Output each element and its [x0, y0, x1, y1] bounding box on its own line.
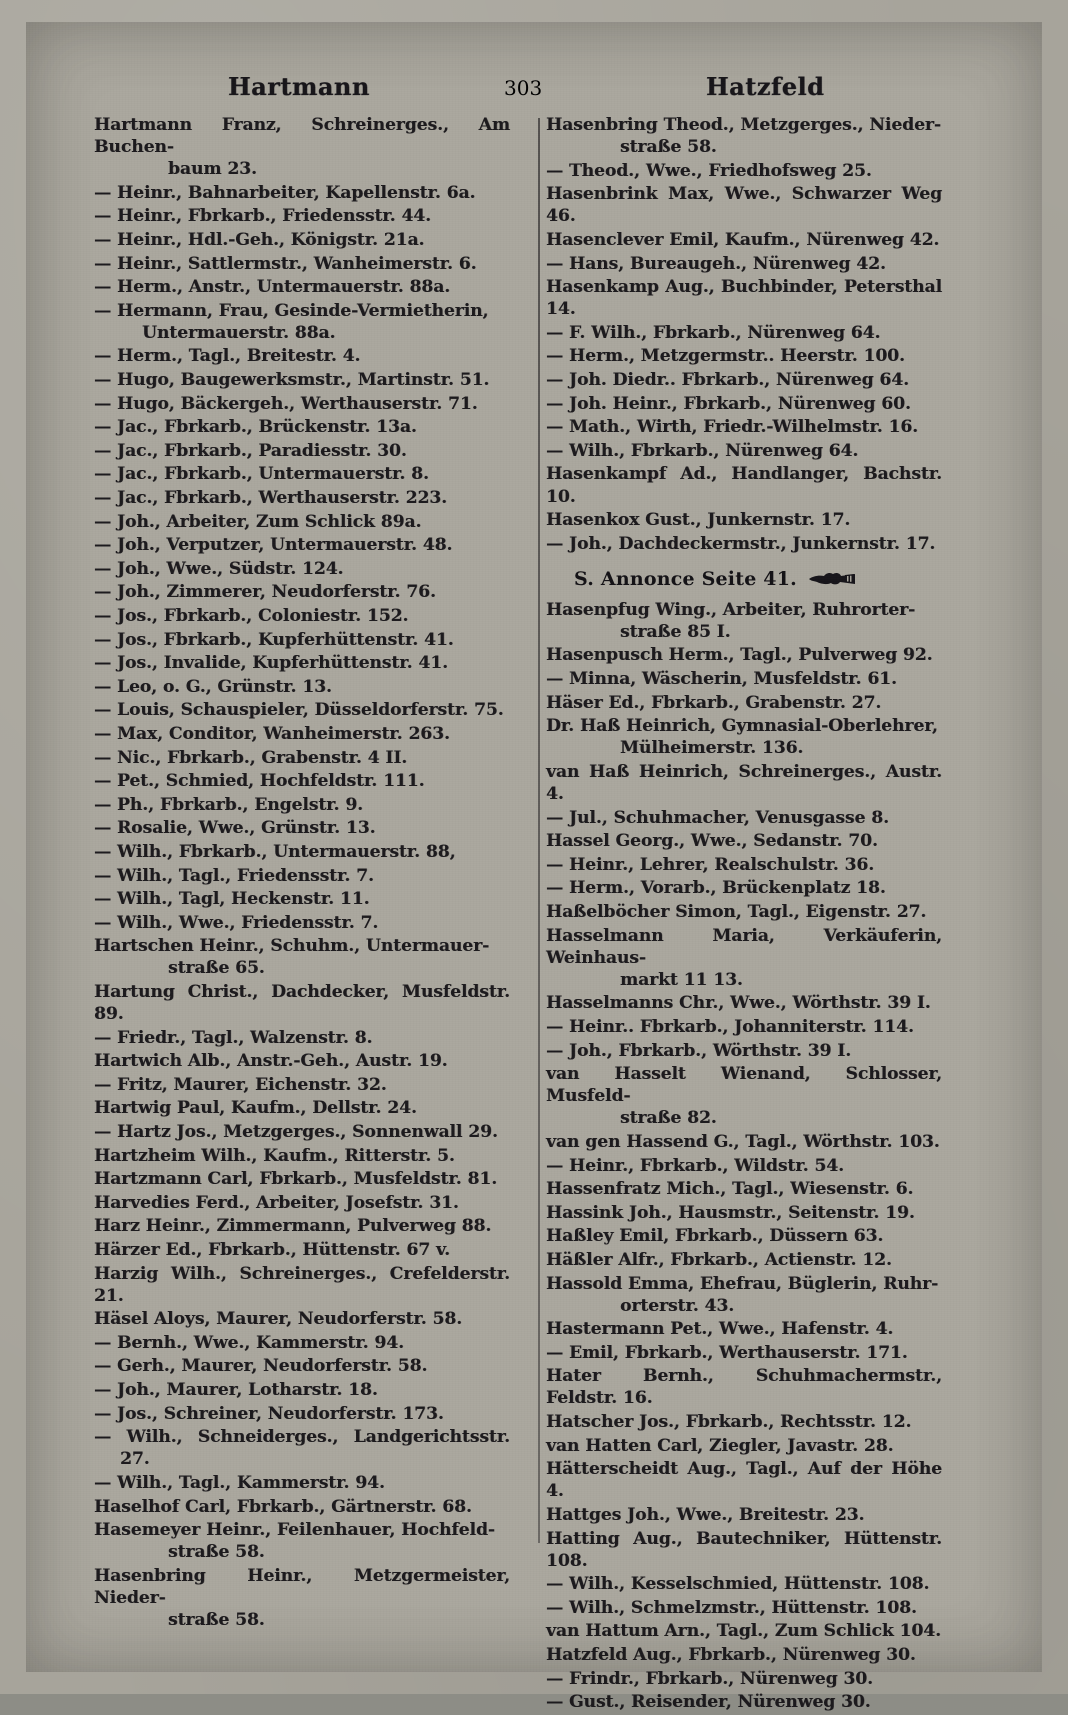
entry-continuation: straße 58.: [620, 137, 717, 158]
directory-entry: [94, 935, 510, 979]
entry-text: — Wilh., Wwe., Friedensstr. 7.: [94, 912, 379, 933]
directory-entry: [94, 1263, 510, 1307]
entry-text: van Hasselt Wienand, Schlosser, Musfeld-: [546, 1064, 942, 1107]
directory-subentry: [94, 369, 510, 391]
entry-text: Hartzmann Carl, Fbrkarb., Musfeldstr. 81.: [94, 1169, 498, 1190]
directory-subentry: [546, 1597, 942, 1619]
entry-text: Hasenkamp Aug., Buchbinder, Petersthal 14.: [546, 277, 942, 320]
directory-subentry: [94, 276, 510, 298]
directory-subentry: [546, 1573, 942, 1595]
directory-subentry: [94, 652, 510, 674]
directory-subentry: [94, 723, 510, 745]
entry-text: van gen Hassend G., Tagl., Wörthstr. 103.: [546, 1131, 940, 1152]
directory-entry: [546, 1411, 942, 1433]
directory-entry: [94, 1565, 510, 1631]
directory-entry: [546, 1273, 942, 1317]
entry-text: — Jac., Fbrkarb., Untermauerstr. 8.: [94, 464, 429, 485]
entry-text: Dr. Haß Heinrich, Gymnasial-Oberlehrer,: [546, 716, 938, 737]
entry-text: Hasselmanns Chr., Wwe., Wörthstr. 39 I.: [546, 993, 931, 1014]
entry-text: Hartwich Alb., Anstr.-Geh., Austr. 19.: [94, 1051, 448, 1072]
directory-subentry: [94, 1403, 510, 1425]
entry-text: — Emil, Fbrkarb., Werthauserstr. 171.: [546, 1342, 908, 1363]
entry-text: — Hermann, Frau, Gesinde-Vermietherin,: [94, 300, 489, 321]
directory-subentry: [546, 854, 942, 876]
entry-text: — Leo, o. G., Grünstr. 13.: [94, 676, 332, 697]
column-right-top-entries: [546, 114, 942, 555]
directory-entry: [546, 644, 942, 666]
directory-subentry: [94, 747, 510, 769]
annonce-note: [574, 568, 942, 590]
entry-text: — Wilh., Tagl., Friedensstr. 7.: [94, 865, 374, 886]
entry-text: — Wilh., Tagl, Heckenstr. 11.: [94, 889, 370, 910]
entry-text: — Joh., Maurer, Lotharstr. 18.: [94, 1380, 378, 1401]
entry-text: Haselhof Carl, Fbrkarb., Gärtnerstr. 68.: [94, 1496, 472, 1517]
entry-text: — Max, Conditor, Wanheimerstr. 263.: [94, 723, 450, 744]
entry-text: — Jac., Fbrkarb., Paradiesstr. 30.: [94, 440, 407, 461]
entry-text: — Joh., Zimmerer, Neudorferstr. 76.: [94, 582, 436, 603]
directory-entry: [546, 1644, 942, 1666]
entry-text: — F. Wilh., Fbrkarb., Nürenweg 64.: [546, 322, 881, 343]
directory-subentry: [94, 229, 510, 251]
entry-text: — Hugo, Bäckergeh., Werthauserstr. 71.: [94, 393, 478, 414]
entry-text: Häßler Alfr., Fbrkarb., Actienstr. 12.: [546, 1249, 892, 1270]
directory-subentry: [546, 416, 942, 438]
directory-entry: [546, 761, 942, 805]
entry-text: Hartschen Heinr., Schuhm., Untermauer-: [94, 936, 490, 957]
directory-subentry: [94, 581, 510, 603]
entry-text: — Hartz Jos., Metzgerges., Sonnenwall 29.: [94, 1122, 498, 1143]
directory-subentry: [546, 322, 942, 344]
directory-subentry: [94, 865, 510, 887]
entry-text: — Heinr., Sattlermstr., Wanheimerstr. 6.: [94, 253, 477, 274]
directory-subentry: [94, 1472, 510, 1494]
directory-entry: [546, 463, 942, 507]
entry-text: — Gerh., Maurer, Neudorferstr. 58.: [94, 1356, 428, 1377]
pointing-hand-icon: [807, 570, 859, 587]
entry-text: Hartwig Paul, Kaufm., Dellstr. 24.: [94, 1098, 417, 1119]
entry-text: — Jos., Invalide, Kupferhüttenstr. 41.: [94, 653, 448, 674]
directory-subentry: [546, 369, 942, 391]
entry-continuation: straße 85 I.: [620, 621, 731, 642]
directory-entry: [546, 925, 942, 991]
directory-entry: [546, 1178, 942, 1200]
directory-subentry: [546, 668, 942, 690]
directory-subentry: [94, 182, 510, 204]
entry-text: — Wilh., Schneiderges., Landgerichtsstr. 27.: [94, 1427, 510, 1470]
directory-entry: [546, 276, 942, 320]
entry-continuation: straße 65.: [168, 958, 265, 979]
directory-subentry: [94, 558, 510, 580]
entry-text: Häser Ed., Fbrkarb., Grabenstr. 27.: [546, 692, 882, 713]
entry-text: Härzer Ed., Fbrkarb., Hüttenstr. 67 v.: [94, 1240, 451, 1260]
directory-subentry: [546, 533, 942, 555]
entry-text: — Herm., Metzgermstr.. Heerstr. 100.: [546, 346, 905, 367]
entry-text: — Minna, Wäscherin, Musfeldstr. 61.: [546, 669, 897, 690]
directory-entry: [546, 1528, 942, 1572]
directory-subentry: [94, 1426, 510, 1470]
directory-entry: [94, 1192, 510, 1214]
entry-text: — Wilh., Fbrkarb., Untermauerstr. 88,: [94, 841, 456, 862]
directory-entry: [546, 1435, 942, 1457]
entry-text: van Hattum Arn., Tagl., Zum Schlick 104.: [546, 1621, 942, 1642]
entry-text: Hasenkox Gust., Junkernstr. 17.: [546, 510, 851, 531]
entry-text: Hasenpfug Wing., Arbeiter, Ruhrorter-: [546, 599, 916, 620]
running-head-left: Hartmann: [228, 72, 370, 101]
directory-entry: [546, 1131, 942, 1153]
column-left: [86, 114, 518, 1715]
entry-text: — Jul., Schuhmacher, Venusgasse 8.: [546, 807, 889, 828]
entry-text: Hartzheim Wilh., Kaufm., Ritterstr. 5.: [94, 1145, 455, 1166]
entry-text: — Frindr., Fbrkarb., Nürenweg 30.: [546, 1668, 873, 1689]
entry-text: — Heinr.. Fbrkarb., Johanniterstr. 114.: [546, 1016, 914, 1037]
directory-entry: [94, 114, 510, 180]
entry-text: Hater Bernh., Schuhmachermstr., Feldstr. 16.: [546, 1366, 942, 1409]
directory-subentry: [94, 888, 510, 910]
directory-entry: [546, 992, 942, 1014]
directory-subentry: [94, 416, 510, 438]
entry-text: — Louis, Schauspieler, Düsseldorferstr. 75.: [94, 700, 504, 721]
entry-text: Hastermann Pet., Wwe., Hafenstr. 4.: [546, 1319, 894, 1340]
entry-text: — Wilh., Tagl., Kammerstr. 94.: [94, 1472, 385, 1493]
directory-subentry: [546, 1342, 942, 1364]
entry-text: Hassink Joh., Hausmstr., Seitenstr. 19.: [546, 1202, 915, 1223]
directory-subentry: [546, 440, 942, 462]
entry-text: — Joh. Diedr.. Fbrkarb., Nürenweg 64.: [546, 370, 910, 391]
entry-text: Hasenbring Heinr., Metzgermeister, Nieder-: [94, 1565, 510, 1608]
directory-entry: [546, 1620, 942, 1642]
entry-text: — Rosalie, Wwe., Grünstr. 13.: [94, 818, 376, 839]
directory-subentry: [546, 1040, 942, 1062]
entry-continuation: straße 82.: [620, 1108, 717, 1129]
entry-text: Hasenkampf Ad., Handlanger, Bachstr. 10.: [546, 464, 942, 507]
directory-subentry: [94, 300, 510, 344]
directory-entry: [94, 1308, 510, 1330]
running-head-right: Hatzfeld: [706, 72, 825, 101]
directory-entry: [546, 1318, 942, 1340]
directory-entry: [94, 1239, 510, 1261]
directory-entry: [546, 715, 942, 759]
column-right-bottom-entries: [546, 599, 942, 1714]
directory-subentry: [94, 841, 510, 863]
entry-text: Hasselmann Maria, Verkäuferin, Weinhaus-: [546, 925, 942, 968]
entry-text: Hatting Aug., Bautechniker, Hüttenstr. 108.: [546, 1528, 942, 1571]
entry-text: Harz Heinr., Zimmermann, Pulverweg 88.: [94, 1216, 492, 1237]
entry-text: Hasemeyer Heinr., Feilenhauer, Hochfeld-: [94, 1520, 495, 1541]
directory-subentry: [546, 877, 942, 899]
entry-continuation: orterstr. 43.: [620, 1295, 735, 1316]
page-content: [86, 72, 986, 1715]
entry-continuation: Mülheimerstr. 136.: [620, 738, 804, 759]
entry-text: — Jos., Fbrkarb., Coloniestr. 152.: [94, 605, 409, 626]
directory-subentry: [94, 1332, 510, 1354]
entry-text: — Friedr., Tagl., Walzenstr. 8.: [94, 1027, 373, 1048]
column-divider: [538, 118, 540, 1543]
directory-entry: [546, 901, 942, 923]
directory-subentry: [546, 393, 942, 415]
entry-text: — Bernh., Wwe., Kammerstr. 94.: [94, 1332, 405, 1353]
entry-text: — Fritz, Maurer, Eichenstr. 32.: [94, 1074, 387, 1095]
page-number: 303: [504, 76, 543, 100]
entry-text: — Wilh., Kesselschmied, Hüttenstr. 108.: [546, 1574, 930, 1595]
directory-entry: [546, 1063, 942, 1129]
entry-text: — Pet., Schmied, Hochfeldstr. 111.: [94, 771, 425, 792]
directory-entry: [546, 509, 942, 531]
entry-text: — Heinr., Fbrkarb., Wildstr. 54.: [546, 1155, 844, 1176]
entry-text: — Hans, Bureaugeh., Nürenweg 42.: [546, 253, 886, 274]
entry-text: — Wilh., Schmelzmstr., Hüttenstr. 108.: [546, 1597, 917, 1618]
directory-entry: [94, 1050, 510, 1072]
directory-subentry: [94, 676, 510, 698]
entry-text: — Ph., Fbrkarb., Engelstr. 9.: [94, 794, 364, 815]
directory-subentry: [94, 1074, 510, 1096]
entry-text: — Jac., Fbrkarb., Werthauserstr. 223.: [94, 488, 448, 508]
directory-subentry: [94, 511, 510, 533]
entry-continuation: straße 58.: [168, 1542, 265, 1563]
entry-text: — Hugo, Baugewerksmstr., Martinstr. 51.: [94, 370, 490, 391]
entry-text: — Herm., Vorarb., Brückenplatz 18.: [546, 878, 886, 899]
directory-entry: [546, 1225, 942, 1247]
directory-entry: [546, 830, 942, 852]
directory-subentry: [94, 487, 510, 509]
entry-text: — Heinr., Hdl.-Geh., Königstr. 21a.: [94, 229, 425, 250]
entry-text: Haßelböcher Simon, Tagl., Eigenstr. 27.: [546, 902, 927, 922]
directory-subentry: [546, 1691, 942, 1713]
entry-text: Hätterscheidt Aug., Tagl., Auf der Höhe 4.: [546, 1459, 942, 1502]
directory-subentry: [94, 534, 510, 556]
entry-text: — Heinr., Bahnarbeiter, Kapellenstr. 6a.: [94, 182, 476, 203]
directory-subentry: [546, 160, 942, 182]
directory-entry: [94, 1519, 510, 1563]
entry-text: — Joh. Heinr., Fbrkarb., Nürenweg 60.: [546, 393, 911, 414]
entry-text: Hassel Georg., Wwe., Sedanstr. 70.: [546, 831, 878, 852]
entry-text: Haßley Emil, Fbrkarb., Düssern 63.: [546, 1226, 884, 1247]
entry-continuation: straße 58.: [168, 1610, 265, 1630]
entry-text: Hasenbrink Max, Wwe., Schwarzer Weg 46.: [546, 184, 942, 227]
entry-text: Hassold Emma, Ehefrau, Büglerin, Ruhr-: [546, 1273, 939, 1294]
entry-text: Harzig Wilh., Schreinerges., Crefelderstr. 21.: [94, 1263, 510, 1306]
directory-entry: [546, 1202, 942, 1224]
entry-text: — Joh., Arbeiter, Zum Schlick 89a.: [94, 511, 422, 532]
paper-area: [26, 22, 1042, 1713]
entry-text: van Haß Heinrich, Schreinerges., Austr. 4.: [546, 761, 942, 805]
directory-subentry: [94, 345, 510, 367]
directory-entry: [94, 1097, 510, 1119]
directory-subentry: [546, 1016, 942, 1038]
directory-subentry: [94, 699, 510, 721]
directory-entry: [546, 183, 942, 227]
directory-subentry: [546, 1668, 942, 1690]
directory-subentry: [94, 629, 510, 651]
entry-text: — Herm., Anstr., Untermauerstr. 88a.: [94, 277, 451, 298]
entry-text: — Jos., Schreiner, Neudorferstr. 173.: [94, 1403, 444, 1424]
entry-text: Hartmann Franz, Schreinerges., Am Buchen-: [94, 115, 510, 158]
directory-subentry: [94, 1379, 510, 1401]
directory-entry: [546, 692, 942, 714]
directory-entry: [546, 114, 942, 158]
directory-subentry: [94, 912, 510, 934]
directory-entry: [94, 981, 510, 1025]
entry-text: — Nic., Fbrkarb., Grabenstr. 4 II.: [94, 747, 408, 768]
directory-entry: [94, 1168, 510, 1190]
entry-text: — Gust., Reisender, Nürenweg 30.: [546, 1692, 871, 1713]
directory-subentry: [94, 440, 510, 462]
directory-entry: [546, 599, 942, 643]
entry-text: — Wilh., Fbrkarb., Nürenweg 64.: [546, 440, 859, 461]
directory-entry: [546, 229, 942, 251]
directory-entry: [546, 1458, 942, 1502]
entry-text: Hassenfratz Mich., Tagl., Wiesenstr. 6.: [546, 1179, 914, 1200]
directory-subentry: [94, 1027, 510, 1049]
entry-text: Häsel Aloys, Maurer, Neudorferstr. 58.: [94, 1309, 463, 1330]
directory-subentry: [94, 817, 510, 839]
directory-subentry: [546, 807, 942, 829]
directory-columns: [86, 114, 986, 1715]
directory-subentry: [546, 1155, 942, 1177]
entry-continuation: baum 23.: [168, 159, 257, 180]
directory-entry: [94, 1215, 510, 1237]
entry-text: Hattges Joh., Wwe., Breitestr. 23.: [546, 1504, 865, 1525]
entry-text: — Heinr., Fbrkarb., Friedensstr. 44.: [94, 206, 432, 227]
annonce-label: S. Annonce Seite 41.: [574, 567, 797, 590]
entry-text: Hasenclever Emil, Kaufm., Nürenweg 42.: [546, 229, 940, 250]
entry-continuation: Untermauerstr. 88a.: [142, 322, 336, 343]
entry-continuation: markt 11 13.: [620, 969, 743, 990]
directory-subentry: [94, 463, 510, 485]
directory-subentry: [94, 605, 510, 627]
entry-text: — Joh., Fbrkarb., Wörthstr. 39 I.: [546, 1040, 852, 1061]
directory-subentry: [94, 770, 510, 792]
entry-text: Hasenpusch Herm., Tagl., Pulverweg 92.: [546, 645, 933, 666]
entry-text: — Joh., Wwe., Südstr. 124.: [94, 558, 344, 579]
entry-text: — Jac., Fbrkarb., Brückenstr. 13a.: [94, 417, 417, 438]
directory-subentry: [94, 253, 510, 275]
entry-text: Harvedies Ferd., Arbeiter, Josefstr. 31.: [94, 1192, 459, 1213]
entry-text: — Joh., Dachdeckermstr., Junkernstr. 17.: [546, 533, 936, 554]
entry-text: — Jos., Fbrkarb., Kupferhüttenstr. 41.: [94, 629, 454, 650]
directory-entry: [546, 1249, 942, 1271]
directory-entry: [94, 1145, 510, 1167]
entry-text: van Hatten Carl, Ziegler, Javastr. 28.: [546, 1435, 894, 1456]
entry-text: — Heinr., Lehrer, Realschulstr. 36.: [546, 854, 875, 875]
entry-text: — Herm., Tagl., Breitestr. 4.: [94, 346, 361, 367]
directory-subentry: [94, 1355, 510, 1377]
directory-entry: [546, 1365, 942, 1409]
entry-text: Hatzfeld Aug., Fbrkarb., Nürenweg 30.: [546, 1645, 916, 1665]
directory-subentry: [94, 1121, 510, 1143]
entry-text: Hatscher Jos., Fbrkarb., Rechtsstr. 12.: [546, 1412, 912, 1433]
directory-subentry: [546, 253, 942, 275]
directory-subentry: [94, 393, 510, 415]
directory-entry: [546, 1504, 942, 1526]
directory-entry: [94, 1496, 510, 1518]
entry-text: — Math., Wirth, Friedr.-Wilhelmstr. 16.: [546, 417, 919, 438]
entry-text: Hartung Christ., Dachdecker, Musfeldstr. 89.: [94, 981, 510, 1025]
page-header: [86, 72, 986, 108]
entry-text: — Joh., Verputzer, Untermauerstr. 48.: [94, 535, 453, 556]
column-right: [518, 114, 950, 1715]
directory-subentry: [94, 205, 510, 227]
entry-text: Hasenbring Theod., Metzgerges., Nieder-: [546, 115, 941, 135]
directory-subentry: [94, 794, 510, 816]
directory-subentry: [546, 345, 942, 367]
entry-text: — Theod., Wwe., Friedhofsweg 25.: [546, 160, 872, 181]
